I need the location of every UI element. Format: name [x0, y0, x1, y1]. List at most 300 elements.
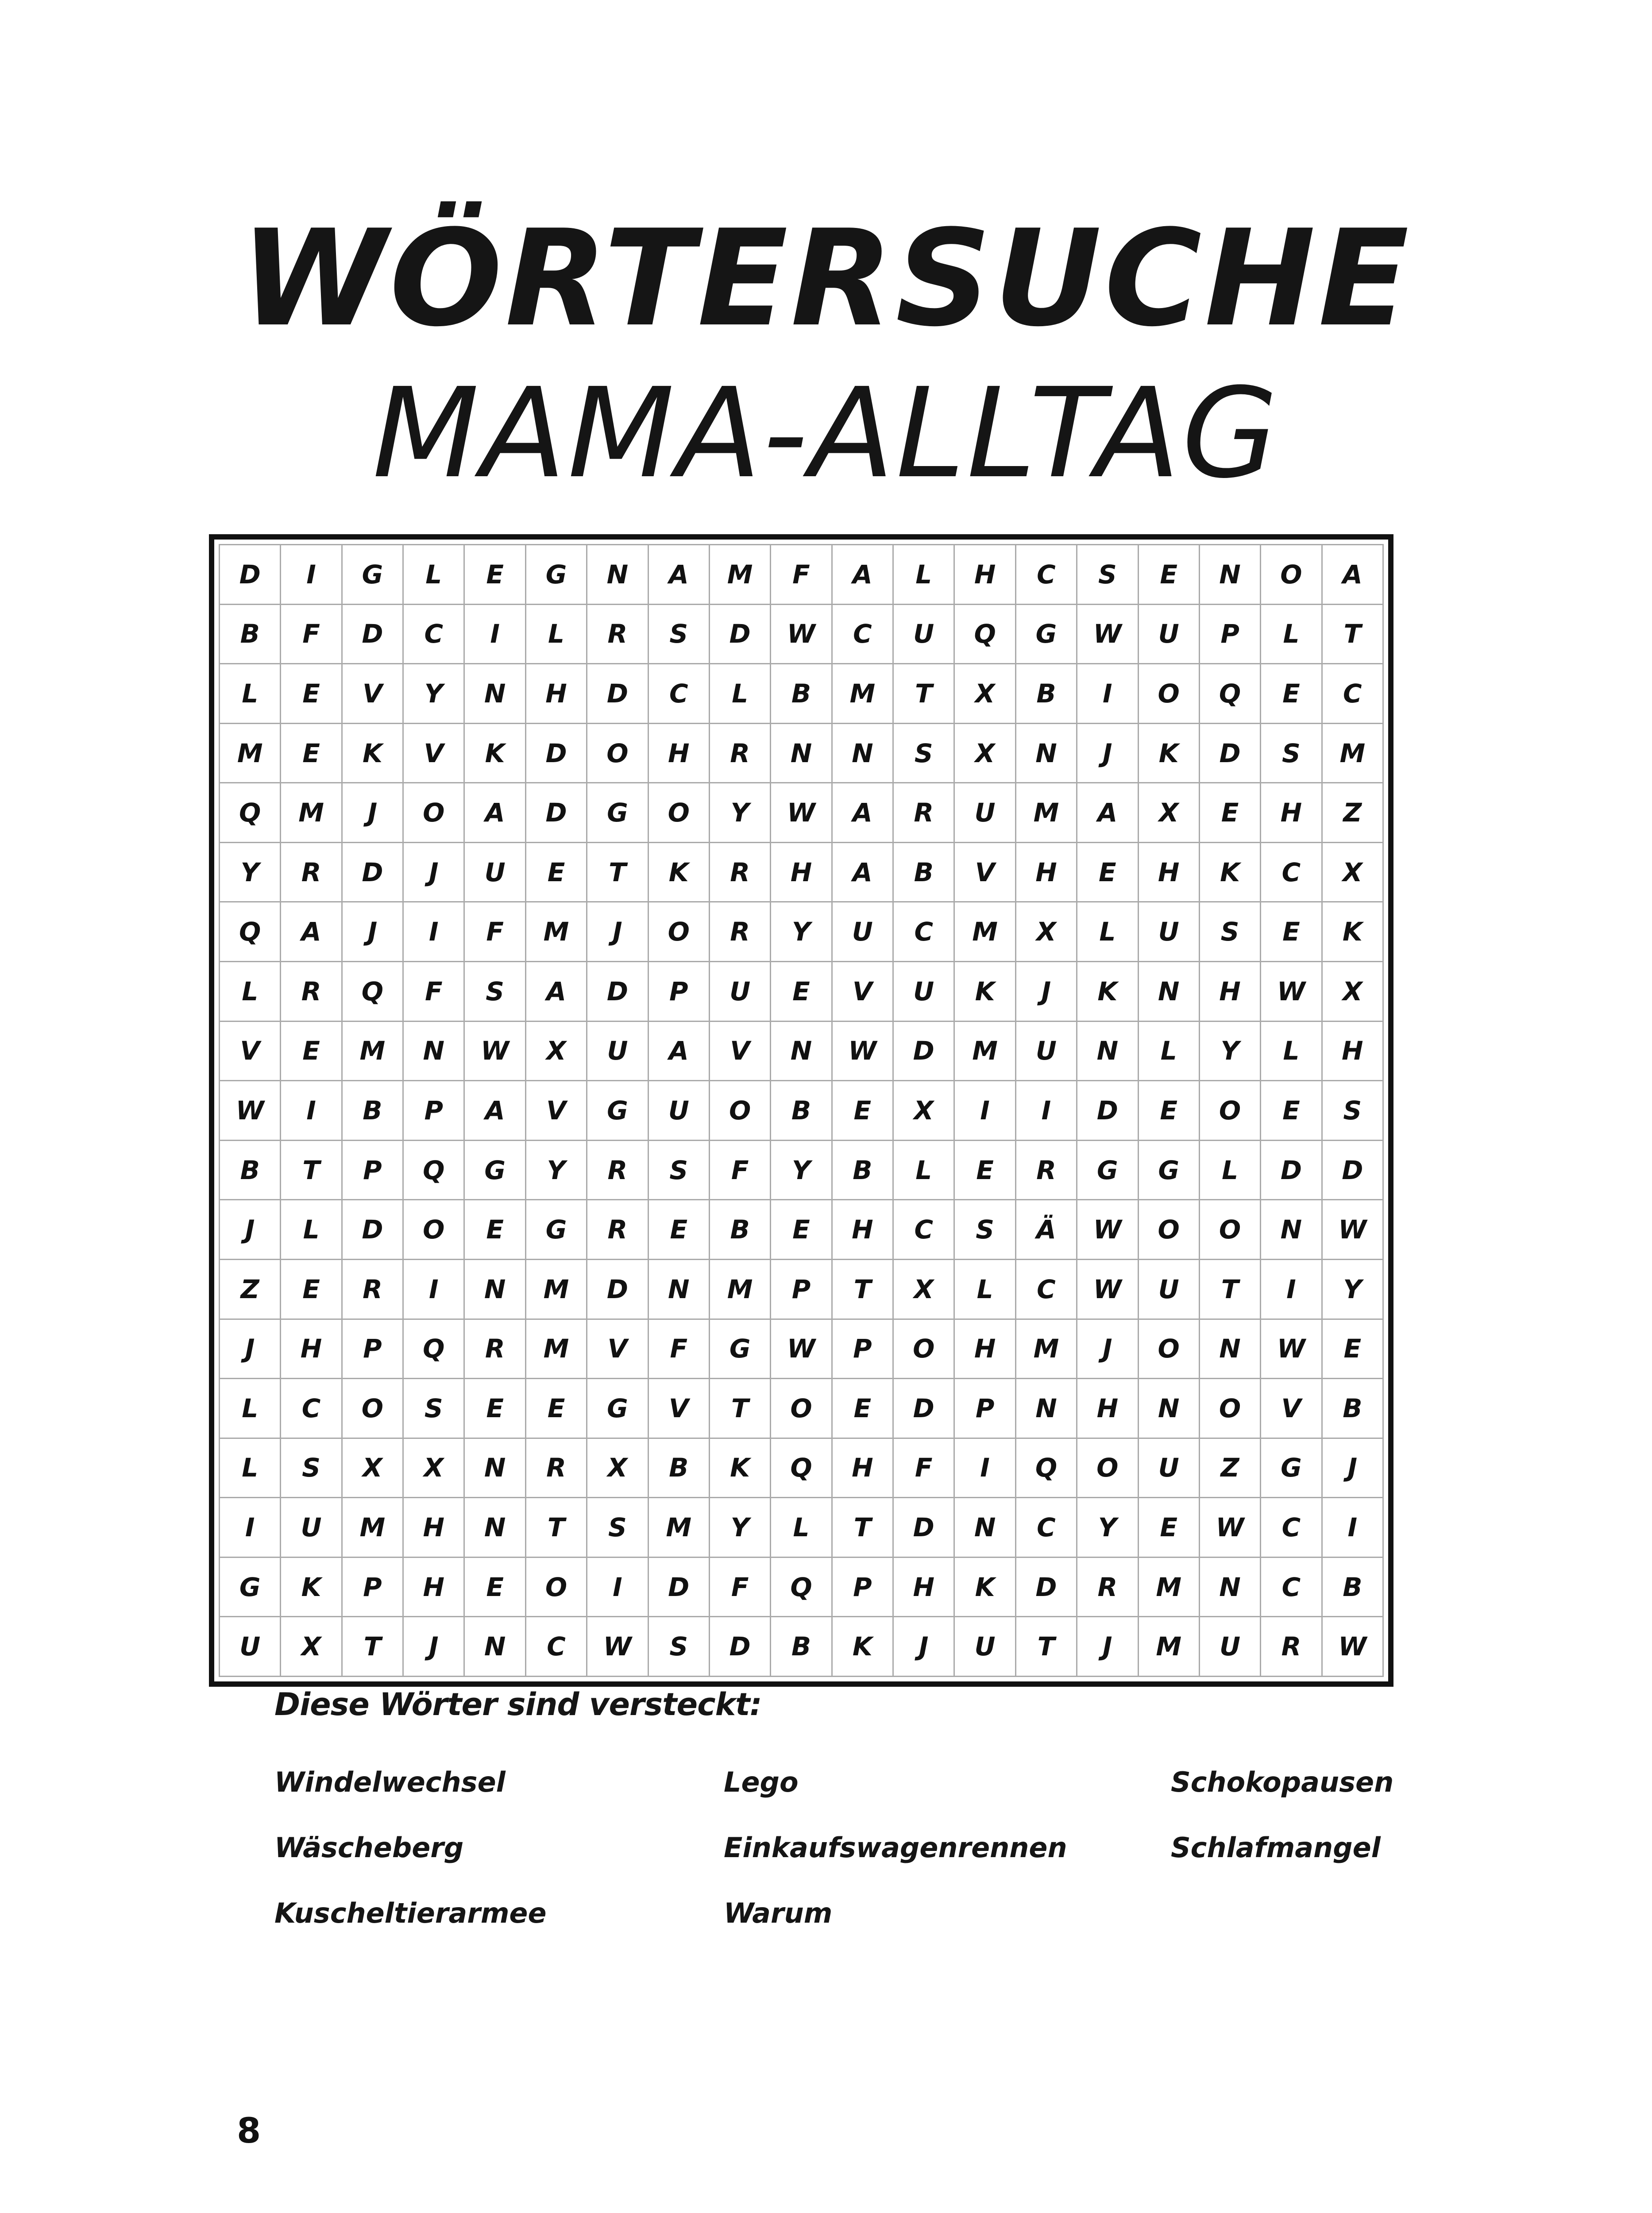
grid-cell: G — [710, 1320, 771, 1380]
grid-cell: U — [220, 1617, 281, 1677]
grid-cell: Q — [404, 1141, 465, 1201]
grid-cell: B — [1323, 1558, 1384, 1618]
grid-cell: E — [833, 1379, 894, 1439]
grid-cell: S — [404, 1379, 465, 1439]
grid-cell: R — [587, 1141, 648, 1201]
grid-cell: M — [526, 1320, 587, 1380]
grid-cell: H — [1139, 843, 1200, 903]
grid-cell: V — [220, 1022, 281, 1082]
grid-cell: Y — [710, 1498, 771, 1558]
grid-cell: C — [1323, 664, 1384, 724]
grid-cell: Y — [710, 783, 771, 843]
grid-cell: C — [526, 1617, 587, 1677]
grid-cell: E — [281, 1260, 342, 1320]
grid-cell: R — [281, 843, 342, 903]
grid-cell: I — [1261, 1260, 1322, 1320]
grid-cell: X — [281, 1617, 342, 1677]
grid-cell: R — [1261, 1617, 1322, 1677]
grid-cell: V — [710, 1022, 771, 1082]
word-item: Schokopausen — [1171, 1766, 1394, 1798]
grid-cell: M — [710, 1260, 771, 1320]
grid-cell: O — [649, 902, 710, 962]
grid-cell: H — [526, 664, 587, 724]
grid-cell: L — [1139, 1022, 1200, 1082]
grid-cell: R — [894, 783, 955, 843]
grid-cell: N — [465, 1617, 526, 1677]
grid-cell: S — [1323, 1081, 1384, 1141]
grid-cell: T — [281, 1141, 342, 1201]
grid-cell: G — [587, 1081, 648, 1141]
grid-cell: Y — [404, 664, 465, 724]
grid-cell: U — [1200, 1617, 1261, 1677]
grid-cell: O — [404, 783, 465, 843]
grid-cell: L — [1077, 902, 1139, 962]
grid-cell: M — [281, 783, 342, 843]
grid-cell: K — [710, 1439, 771, 1499]
grid-cell: V — [404, 724, 465, 784]
grid-cell: M — [343, 1498, 404, 1558]
grid-cell: O — [1139, 1200, 1200, 1260]
grid-cell: G — [343, 545, 404, 605]
grid-cell: X — [894, 1260, 955, 1320]
grid-cell: C — [404, 605, 465, 665]
grid-cell: O — [404, 1200, 465, 1260]
grid-cell: Y — [1077, 1498, 1139, 1558]
grid-cell: F — [771, 545, 832, 605]
grid-cell: U — [894, 962, 955, 1022]
grid-cell: X — [1016, 902, 1077, 962]
grid-cell: D — [1323, 1141, 1384, 1201]
grid-cell: E — [1200, 783, 1261, 843]
grid-cell: Y — [1200, 1022, 1261, 1082]
grid-cell: R — [587, 1200, 648, 1260]
grid-cell: T — [710, 1379, 771, 1439]
grid-cell: R — [526, 1439, 587, 1499]
grid-cell: H — [404, 1498, 465, 1558]
grid-cell: L — [220, 1379, 281, 1439]
grid-cell: M — [526, 1260, 587, 1320]
grid-cell: C — [281, 1379, 342, 1439]
grid-cell: T — [1016, 1617, 1077, 1677]
grid-cell: I — [1323, 1498, 1384, 1558]
grid-cell: J — [587, 902, 648, 962]
grid-cell: E — [1139, 545, 1200, 605]
grid-cell: L — [1261, 1022, 1322, 1082]
grid-cell: C — [649, 664, 710, 724]
grid-cell: H — [833, 1439, 894, 1499]
grid-cell: E — [281, 724, 342, 784]
grid-cell: C — [894, 1200, 955, 1260]
grid-cell: I — [465, 605, 526, 665]
grid-cell: I — [281, 545, 342, 605]
grid-cell: M — [1016, 1320, 1077, 1380]
word-item: Einkaufswagenrennen — [724, 1831, 1067, 1864]
grid-cell: E — [465, 1379, 526, 1439]
grid-cell: W — [771, 783, 832, 843]
grid-cell: N — [1077, 1022, 1139, 1082]
grid-cell: D — [526, 724, 587, 784]
grid-cell: B — [771, 1617, 832, 1677]
grid-cell: T — [1323, 605, 1384, 665]
page-title: WÖRTERSUCHE — [240, 201, 1412, 356]
grid-cell: O — [649, 783, 710, 843]
grid-cell: N — [771, 1022, 832, 1082]
grid-cell: B — [1016, 664, 1077, 724]
grid-cell: C — [1016, 1260, 1077, 1320]
grid-cell: D — [526, 783, 587, 843]
grid-cell: D — [220, 545, 281, 605]
grid-cell: E — [1261, 664, 1322, 724]
grid-cell: N — [465, 1260, 526, 1320]
grid-cell: M — [1139, 1617, 1200, 1677]
grid-cell: C — [1016, 1498, 1077, 1558]
grid-cell: R — [710, 902, 771, 962]
grid-cell: O — [1077, 1439, 1139, 1499]
grid-cell: K — [281, 1558, 342, 1618]
grid-cell: H — [649, 724, 710, 784]
grid-cell: H — [833, 1200, 894, 1260]
grid-cell: C — [833, 605, 894, 665]
grid-cell: X — [343, 1439, 404, 1499]
grid-cell: S — [1200, 902, 1261, 962]
grid-cell: A — [1323, 545, 1384, 605]
grid-cell: L — [526, 605, 587, 665]
grid-cell: V — [833, 962, 894, 1022]
grid-cell: H — [771, 843, 832, 903]
grid-cell: A — [281, 902, 342, 962]
grid-cell: W — [1323, 1200, 1384, 1260]
grid-cell: D — [1261, 1141, 1322, 1201]
grid-cell: F — [465, 902, 526, 962]
grid-cell: W — [1323, 1617, 1384, 1677]
grid-cell: B — [220, 605, 281, 665]
grid-cell: W — [771, 605, 832, 665]
grid-cell: G — [1016, 605, 1077, 665]
grid-cell: S — [587, 1498, 648, 1558]
grid-cell: J — [220, 1200, 281, 1260]
grid-cell: R — [710, 843, 771, 903]
grid-cell: E — [1323, 1320, 1384, 1380]
grid-cell: L — [771, 1498, 832, 1558]
grid-cell: B — [771, 1081, 832, 1141]
grid-cell: N — [1139, 962, 1200, 1022]
grid-cell: A — [649, 1022, 710, 1082]
grid-cell: E — [1261, 1081, 1322, 1141]
grid-cell: W — [771, 1320, 832, 1380]
grid-cell: A — [833, 783, 894, 843]
grid-cell: X — [894, 1081, 955, 1141]
grid-cell: L — [404, 545, 465, 605]
grid-cell: P — [955, 1379, 1016, 1439]
grid-cell: E — [833, 1081, 894, 1141]
grid-cell: S — [1077, 545, 1139, 605]
grid-cell: H — [1200, 962, 1261, 1022]
grid-cell: I — [281, 1081, 342, 1141]
grid-cell: O — [343, 1379, 404, 1439]
grid-cell: L — [220, 664, 281, 724]
grid-cell: W — [220, 1081, 281, 1141]
grid-cell: S — [955, 1200, 1016, 1260]
grid-cell: A — [833, 545, 894, 605]
grid-cell: E — [281, 1022, 342, 1082]
grid-cell: D — [894, 1022, 955, 1082]
grid-cell: A — [526, 962, 587, 1022]
grid-cell: Y — [220, 843, 281, 903]
grid-cell: K — [1323, 902, 1384, 962]
grid-cell: E — [526, 1379, 587, 1439]
grid-cell: L — [894, 1141, 955, 1201]
grid-cell: O — [1261, 545, 1322, 605]
grid-cell: K — [955, 962, 1016, 1022]
grid-cell: K — [465, 724, 526, 784]
grid-cell: P — [833, 1320, 894, 1380]
grid-cell: W — [587, 1617, 648, 1677]
grid-cell: O — [526, 1558, 587, 1618]
grid-cell: P — [833, 1558, 894, 1618]
grid-cell: U — [955, 1617, 1016, 1677]
grid-cell: O — [894, 1320, 955, 1380]
grid-cell: Q — [220, 902, 281, 962]
grid-cell: D — [894, 1498, 955, 1558]
grid-cell: E — [465, 545, 526, 605]
grid-cell: K — [649, 843, 710, 903]
grid-cell: N — [1200, 545, 1261, 605]
grid-cell: D — [587, 1260, 648, 1320]
grid-cell: Q — [771, 1439, 832, 1499]
grid-cell: Q — [955, 605, 1016, 665]
grid-cell: D — [649, 1558, 710, 1618]
grid-cell: G — [465, 1141, 526, 1201]
grid-cell: V — [649, 1379, 710, 1439]
grid-cell: O — [771, 1379, 832, 1439]
grid-cell: O — [1139, 664, 1200, 724]
grid-cell: Ä — [1016, 1200, 1077, 1260]
grid-cell: P — [343, 1141, 404, 1201]
grid-cell: L — [1261, 605, 1322, 665]
grid-cell: S — [281, 1439, 342, 1499]
grid-cell: P — [343, 1320, 404, 1380]
grid-cell: U — [465, 843, 526, 903]
grid-cell: P — [649, 962, 710, 1022]
grid-cell: N — [465, 664, 526, 724]
grid-cell: U — [894, 605, 955, 665]
grid-cell: J — [1077, 724, 1139, 784]
grid-cell: U — [587, 1022, 648, 1082]
grid-cell: D — [1016, 1558, 1077, 1618]
grid-cell: B — [1323, 1379, 1384, 1439]
grid-cell: S — [465, 962, 526, 1022]
grid-cell: E — [1261, 902, 1322, 962]
grid-cell: Y — [526, 1141, 587, 1201]
grid-cell: W — [833, 1022, 894, 1082]
grid-cell: E — [1077, 843, 1139, 903]
grid-cell: R — [281, 962, 342, 1022]
grid-cell: T — [833, 1260, 894, 1320]
word-item: Warum — [724, 1897, 833, 1929]
grid-cell: U — [1139, 1439, 1200, 1499]
grid-cell: D — [343, 843, 404, 903]
word-item: Windelwechsel — [274, 1766, 506, 1798]
grid-cell: A — [649, 545, 710, 605]
grid-cell: H — [404, 1558, 465, 1618]
grid-cell: N — [771, 724, 832, 784]
grid-cell: O — [1139, 1320, 1200, 1380]
grid-cell: X — [587, 1439, 648, 1499]
grid-cell: E — [955, 1141, 1016, 1201]
grid-cell: A — [833, 843, 894, 903]
grid-cell: B — [649, 1439, 710, 1499]
grid-cell: W — [1077, 1200, 1139, 1260]
grid-cell: R — [465, 1320, 526, 1380]
grid-cell: I — [955, 1081, 1016, 1141]
grid-cell: E — [1139, 1498, 1200, 1558]
grid-cell: B — [771, 664, 832, 724]
grid-cell: C — [1016, 545, 1077, 605]
grid-cell: B — [894, 843, 955, 903]
grid-cell: U — [833, 902, 894, 962]
grid-cell: G — [526, 1200, 587, 1260]
grid-cell: F — [894, 1439, 955, 1499]
grid-cell: D — [710, 605, 771, 665]
grid-cell: K — [1139, 724, 1200, 784]
grid-cell: U — [955, 783, 1016, 843]
grid-cell: C — [1261, 1558, 1322, 1618]
grid-cell: T — [587, 843, 648, 903]
grid-cell: L — [955, 1260, 1016, 1320]
grid-cell: E — [465, 1558, 526, 1618]
grid-cell: H — [955, 1320, 1016, 1380]
grid-cell: N — [1261, 1200, 1322, 1260]
grid-cell: D — [894, 1379, 955, 1439]
grid-cell: G — [587, 1379, 648, 1439]
word-search-grid — [219, 544, 1384, 1677]
grid-cell: I — [220, 1498, 281, 1558]
grid-cell: L — [281, 1200, 342, 1260]
grid-cell: N — [1200, 1320, 1261, 1380]
grid-cell: M — [1139, 1558, 1200, 1618]
grid-cell: G — [1139, 1141, 1200, 1201]
grid-cell: N — [465, 1498, 526, 1558]
grid-cell: H — [1261, 783, 1322, 843]
grid-cell: X — [404, 1439, 465, 1499]
grid-cell: H — [955, 545, 1016, 605]
grid-cell: R — [587, 605, 648, 665]
grid-cell: T — [526, 1498, 587, 1558]
grid-cell: Y — [1323, 1260, 1384, 1320]
grid-cell: V — [526, 1081, 587, 1141]
grid-cell: C — [894, 902, 955, 962]
grid-cell: J — [343, 902, 404, 962]
grid-cell: R — [710, 724, 771, 784]
grid-cell: G — [220, 1558, 281, 1618]
grid-cell: H — [1016, 843, 1077, 903]
grid-cell: X — [1323, 843, 1384, 903]
grid-cell: N — [1016, 724, 1077, 784]
grid-cell: Q — [343, 962, 404, 1022]
grid-cell: U — [1139, 605, 1200, 665]
word-item: Lego — [724, 1766, 799, 1798]
grid-cell: M — [955, 1022, 1016, 1082]
grid-cell: A — [465, 783, 526, 843]
grid-cell: W — [1261, 1320, 1322, 1380]
page-subtitle: MAMA-ALLTAG — [372, 362, 1280, 506]
grid-cell: M — [220, 724, 281, 784]
grid-cell: J — [404, 1617, 465, 1677]
grid-cell: V — [587, 1320, 648, 1380]
grid-cell: I — [404, 902, 465, 962]
grid-cell: N — [1200, 1558, 1261, 1618]
grid-cell: U — [1016, 1022, 1077, 1082]
grid-cell: F — [281, 605, 342, 665]
grid-cell: D — [587, 664, 648, 724]
word-search-grid-frame — [209, 534, 1393, 1687]
grid-cell: R — [343, 1260, 404, 1320]
grid-cell: H — [894, 1558, 955, 1618]
grid-cell: P — [1200, 605, 1261, 665]
grid-cell: E — [771, 962, 832, 1022]
grid-cell: S — [649, 605, 710, 665]
grid-cell: B — [220, 1141, 281, 1201]
grid-cell: V — [955, 843, 1016, 903]
grid-cell: E — [1139, 1081, 1200, 1141]
grid-cell: I — [955, 1439, 1016, 1499]
grid-cell: G — [587, 783, 648, 843]
grid-cell: W — [1261, 962, 1322, 1022]
grid-cell: D — [1077, 1081, 1139, 1141]
grid-cell: W — [1077, 1260, 1139, 1320]
grid-cell: N — [1016, 1379, 1077, 1439]
grid-cell: G — [1261, 1439, 1322, 1499]
grid-cell: M — [1016, 783, 1077, 843]
grid-cell: D — [1200, 724, 1261, 784]
grid-cell: U — [1139, 1260, 1200, 1320]
words-heading: Diese Wörter sind versteckt: — [274, 1686, 762, 1723]
grid-cell: X — [1323, 962, 1384, 1022]
grid-cell: M — [1323, 724, 1384, 784]
grid-cell: L — [220, 1439, 281, 1499]
grid-cell: Q — [1200, 664, 1261, 724]
grid-cell: M — [343, 1022, 404, 1082]
grid-cell: D — [343, 1200, 404, 1260]
grid-cell: U — [710, 962, 771, 1022]
grid-cell: H — [1323, 1022, 1384, 1082]
grid-cell: X — [955, 664, 1016, 724]
grid-cell: N — [465, 1439, 526, 1499]
grid-cell: N — [955, 1498, 1016, 1558]
grid-cell: O — [1200, 1081, 1261, 1141]
grid-cell: J — [894, 1617, 955, 1677]
grid-cell: N — [1139, 1379, 1200, 1439]
grid-cell: H — [1077, 1379, 1139, 1439]
grid-cell: F — [649, 1320, 710, 1380]
grid-cell: P — [404, 1081, 465, 1141]
grid-cell: L — [894, 545, 955, 605]
grid-cell: E — [771, 1200, 832, 1260]
grid-cell: B — [343, 1081, 404, 1141]
grid-cell: U — [649, 1081, 710, 1141]
grid-cell: K — [833, 1617, 894, 1677]
grid-cell: D — [710, 1617, 771, 1677]
grid-cell: F — [710, 1141, 771, 1201]
grid-cell: N — [833, 724, 894, 784]
grid-cell: G — [526, 545, 587, 605]
grid-cell: K — [1077, 962, 1139, 1022]
grid-cell: Q — [220, 783, 281, 843]
grid-cell: M — [526, 902, 587, 962]
grid-cell: R — [1016, 1141, 1077, 1201]
grid-cell: D — [343, 605, 404, 665]
grid-cell: E — [526, 843, 587, 903]
